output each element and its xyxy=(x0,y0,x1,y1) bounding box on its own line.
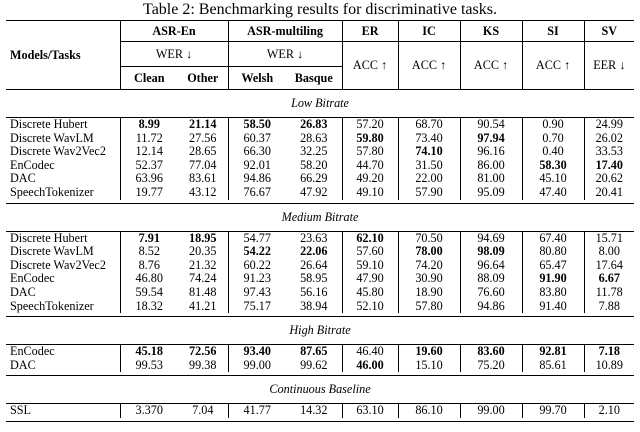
group-header-sv: SV xyxy=(584,21,634,42)
header-row-groups xyxy=(6,21,634,42)
cell-value: 63.96 xyxy=(120,172,178,186)
cell-value: 54.77 xyxy=(228,231,286,245)
cell-value: 97.94 xyxy=(460,132,522,146)
cell-value: 80.80 xyxy=(522,245,584,259)
cell-value: 18.90 xyxy=(398,286,460,300)
metric-er: ACC ↑ xyxy=(342,42,398,90)
cell-value: 21.14 xyxy=(189,117,217,131)
model-name: Discrete Hubert xyxy=(10,230,88,245)
cell-value: 8.00 xyxy=(584,245,634,259)
cell-value: 91.90 xyxy=(522,272,584,286)
cell-value: 98.09 xyxy=(460,245,522,259)
cell-value: 11.78 xyxy=(584,286,634,300)
cell-value: 58.30 xyxy=(522,159,584,173)
table-row xyxy=(6,286,634,300)
cell-value: 30.90 xyxy=(398,272,460,286)
cell-value: 18.32 xyxy=(120,300,178,314)
cell-value: 92.01 xyxy=(228,159,286,173)
section-header xyxy=(6,203,634,231)
cell-value: 99.38 xyxy=(189,357,217,372)
cell-value: 57.20 xyxy=(342,118,398,132)
cell-value: 58.95 xyxy=(300,271,328,286)
cell-value: 78.00 xyxy=(398,245,460,259)
cell-value: 59.54 xyxy=(120,286,178,300)
metric-si: ACC ↑ xyxy=(522,42,584,90)
cell-value: 8.52 xyxy=(120,245,178,259)
cell-value: 90.54 xyxy=(460,118,522,132)
table-body xyxy=(6,90,634,422)
cell-value: 52.37 xyxy=(120,159,178,173)
cell-value: 66.29 xyxy=(300,171,328,186)
model-name: SpeechTokenizer xyxy=(10,298,94,313)
subcol-basque: Basque xyxy=(294,70,333,85)
cell-value: 23.63 xyxy=(300,230,328,245)
cell-value: 57.80 xyxy=(342,145,398,159)
table-row xyxy=(6,359,634,373)
model-name: DAC xyxy=(10,284,36,299)
group-header-asr-en: ASR-En xyxy=(120,21,228,42)
cell-value: 91.23 xyxy=(228,272,286,286)
cell-value: 18.95 xyxy=(189,230,217,245)
cell-value: 0.40 xyxy=(522,145,584,159)
cell-value: 47.92 xyxy=(300,184,328,199)
cell-value: 47.40 xyxy=(522,186,584,200)
table-row xyxy=(6,132,634,146)
cell-value: 99.70 xyxy=(522,404,584,418)
cell-value: 10.89 xyxy=(584,359,634,373)
cell-value: 76.60 xyxy=(460,286,522,300)
cell-value: 99.62 xyxy=(300,357,328,372)
cell-value: 88.09 xyxy=(460,272,522,286)
cell-value: 60.37 xyxy=(228,132,286,146)
table-caption: Table 2: Benchmarking results for discriminative tasks. xyxy=(143,1,497,18)
cell-value: 85.61 xyxy=(522,359,584,373)
cell-value: 33.53 xyxy=(584,145,634,159)
metric-asr-multiling: WER ↓ xyxy=(228,42,342,67)
results-table xyxy=(6,20,634,422)
cell-value: 45.80 xyxy=(342,286,398,300)
models-header: Models/Tasks xyxy=(10,47,81,62)
model-name: Discrete WavLM xyxy=(10,130,94,145)
cell-value: 52.10 xyxy=(342,300,398,314)
table-row xyxy=(6,300,634,314)
metric-ic: ACC ↑ xyxy=(398,42,460,90)
cell-value: 7.88 xyxy=(584,300,634,314)
cell-value: 38.94 xyxy=(300,298,328,313)
cell-value: 15.71 xyxy=(584,231,634,245)
cell-value: 14.32 xyxy=(300,403,328,418)
model-name: SSL xyxy=(10,403,32,418)
cell-value: 58.50 xyxy=(228,118,286,132)
cell-value: 59.10 xyxy=(342,259,398,273)
cell-value: 2.10 xyxy=(584,404,634,418)
cell-value: 19.77 xyxy=(120,186,178,200)
cell-value: 26.02 xyxy=(584,132,634,146)
cell-value: 75.20 xyxy=(460,359,522,373)
table-row xyxy=(6,159,634,173)
cell-value: 49.20 xyxy=(342,172,398,186)
cell-value: 59.80 xyxy=(342,132,398,146)
model-name: SpeechTokenizer xyxy=(10,184,94,199)
cell-value: 99.00 xyxy=(460,404,522,418)
table-row xyxy=(6,145,634,159)
cell-value: 86.10 xyxy=(398,404,460,418)
cell-value: 56.16 xyxy=(300,284,328,299)
cell-value: 96.16 xyxy=(460,145,522,159)
cell-value: 46.80 xyxy=(120,272,178,286)
table-row xyxy=(6,245,634,259)
cell-value: 65.47 xyxy=(522,259,584,273)
table-row xyxy=(6,404,634,418)
table-row xyxy=(6,272,634,286)
group-header-er: ER xyxy=(342,21,398,42)
cell-value: 68.70 xyxy=(398,118,460,132)
model-name: DAC xyxy=(10,171,36,186)
cell-value: 92.81 xyxy=(522,345,584,359)
cell-value: 41.21 xyxy=(189,298,217,313)
cell-value: 7.91 xyxy=(120,231,178,245)
cell-value: 81.00 xyxy=(460,172,522,186)
group-header-si: SI xyxy=(522,21,584,42)
cell-value: 96.64 xyxy=(460,259,522,273)
section-title: High Bitrate xyxy=(6,317,634,345)
cell-value: 66.30 xyxy=(228,145,286,159)
cell-value: 75.17 xyxy=(228,300,286,314)
group-header-ks: KS xyxy=(460,21,522,42)
cell-value: 41.77 xyxy=(228,404,286,418)
cell-value: 27.56 xyxy=(189,130,217,145)
subcol-welsh: Welsh xyxy=(228,67,286,90)
cell-value: 24.99 xyxy=(584,118,634,132)
cell-value: 94.86 xyxy=(460,300,522,314)
model-name: EnCodec xyxy=(10,344,55,359)
cell-value: 57.90 xyxy=(398,186,460,200)
cell-value: 74.24 xyxy=(189,271,217,286)
cell-value: 91.40 xyxy=(522,300,584,314)
cell-value: 83.60 xyxy=(460,345,522,359)
cell-value: 76.67 xyxy=(228,186,286,200)
cell-value: 99.53 xyxy=(120,359,178,373)
cell-value: 0.70 xyxy=(522,132,584,146)
cell-value: 73.40 xyxy=(398,132,460,146)
table-row xyxy=(6,231,634,245)
cell-value: 95.09 xyxy=(460,186,522,200)
model-name: Discrete Wav2Vec2 xyxy=(10,257,106,272)
table-row xyxy=(6,172,634,186)
group-header-ic: IC xyxy=(398,21,460,42)
cell-value: 93.40 xyxy=(228,345,286,359)
table-row xyxy=(6,118,634,132)
cell-value: 87.65 xyxy=(300,344,328,359)
cell-value: 74.20 xyxy=(398,259,460,273)
cell-value: 49.10 xyxy=(342,186,398,200)
model-name: Discrete Hubert xyxy=(10,117,88,131)
cell-value: 19.60 xyxy=(398,345,460,359)
cell-value: 63.10 xyxy=(342,404,398,418)
cell-value: 21.32 xyxy=(189,257,217,272)
cell-value: 86.00 xyxy=(460,159,522,173)
cell-value: 94.69 xyxy=(460,231,522,245)
group-header-asr-multiling: ASR-multiling xyxy=(228,21,342,42)
cell-value: 94.86 xyxy=(228,172,286,186)
section-title: Low Bitrate xyxy=(6,90,634,118)
cell-value: 74.10 xyxy=(398,145,460,159)
cell-value: 97.43 xyxy=(228,286,286,300)
bottom-rule xyxy=(6,421,634,422)
cell-value: 46.00 xyxy=(342,359,398,373)
cell-value: 17.40 xyxy=(584,159,634,173)
metric-ks: ACC ↑ xyxy=(460,42,522,90)
cell-value: 83.61 xyxy=(189,171,217,186)
section-header xyxy=(6,317,634,345)
table-row xyxy=(6,186,634,200)
cell-value: 26.64 xyxy=(300,257,328,272)
model-name: DAC xyxy=(10,357,36,372)
cell-value: 15.10 xyxy=(398,359,460,373)
cell-value: 11.72 xyxy=(120,132,178,146)
model-name: Discrete Wav2Vec2 xyxy=(10,144,106,159)
cell-value: 31.50 xyxy=(398,159,460,173)
cell-value: 54.22 xyxy=(228,245,286,259)
cell-value: 7.18 xyxy=(584,345,634,359)
table-row xyxy=(6,345,634,359)
metric-asr-en: WER ↓ xyxy=(120,42,228,67)
cell-value: 28.63 xyxy=(300,130,328,145)
bottom-rule-cell xyxy=(6,421,634,422)
metric-sv: EER ↓ xyxy=(584,42,634,90)
cell-value: 17.64 xyxy=(584,259,634,273)
section-title: Medium Bitrate xyxy=(6,203,634,231)
section-header xyxy=(6,376,634,404)
cell-value: 46.40 xyxy=(342,345,398,359)
cell-value: 70.50 xyxy=(398,231,460,245)
cell-value: 67.40 xyxy=(522,231,584,245)
cell-value: 57.80 xyxy=(398,300,460,314)
cell-value: 0.90 xyxy=(522,118,584,132)
cell-value: 44.70 xyxy=(342,159,398,173)
model-name: EnCodec xyxy=(10,157,55,172)
cell-value: 20.41 xyxy=(584,186,634,200)
subcol-clean: Clean xyxy=(120,67,178,90)
cell-value: 20.62 xyxy=(584,172,634,186)
section-header xyxy=(6,90,634,118)
cell-value: 22.06 xyxy=(300,244,328,259)
cell-value: 26.83 xyxy=(300,117,328,131)
cell-value: 45.10 xyxy=(522,172,584,186)
cell-value: 3.370 xyxy=(120,404,178,418)
cell-value: 99.00 xyxy=(228,359,286,373)
cell-value: 72.56 xyxy=(189,344,217,359)
cell-value: 77.04 xyxy=(189,157,217,172)
cell-value: 28.65 xyxy=(189,144,217,159)
cell-value: 20.35 xyxy=(189,244,217,259)
cell-value: 47.90 xyxy=(342,272,398,286)
cell-value: 22.00 xyxy=(398,172,460,186)
cell-value: 8.99 xyxy=(120,118,178,132)
cell-value: 7.04 xyxy=(192,403,214,418)
cell-value: 57.60 xyxy=(342,245,398,259)
cell-value: 83.80 xyxy=(522,286,584,300)
cell-value: 12.14 xyxy=(120,145,178,159)
cell-value: 32.25 xyxy=(300,144,328,159)
subcol-other: Other xyxy=(187,70,219,85)
cell-value: 62.10 xyxy=(342,231,398,245)
table-row xyxy=(6,259,634,273)
cell-value: 60.22 xyxy=(228,259,286,273)
model-name: Discrete WavLM xyxy=(10,244,94,259)
cell-value: 43.12 xyxy=(189,184,217,199)
cell-value: 8.76 xyxy=(120,259,178,273)
model-name: EnCodec xyxy=(10,271,55,286)
cell-value: 81.48 xyxy=(189,284,217,299)
section-title: Continuous Baseline xyxy=(6,376,634,404)
cell-value: 45.18 xyxy=(120,345,178,359)
cell-value: 6.67 xyxy=(584,272,634,286)
cell-value: 58.20 xyxy=(300,157,328,172)
